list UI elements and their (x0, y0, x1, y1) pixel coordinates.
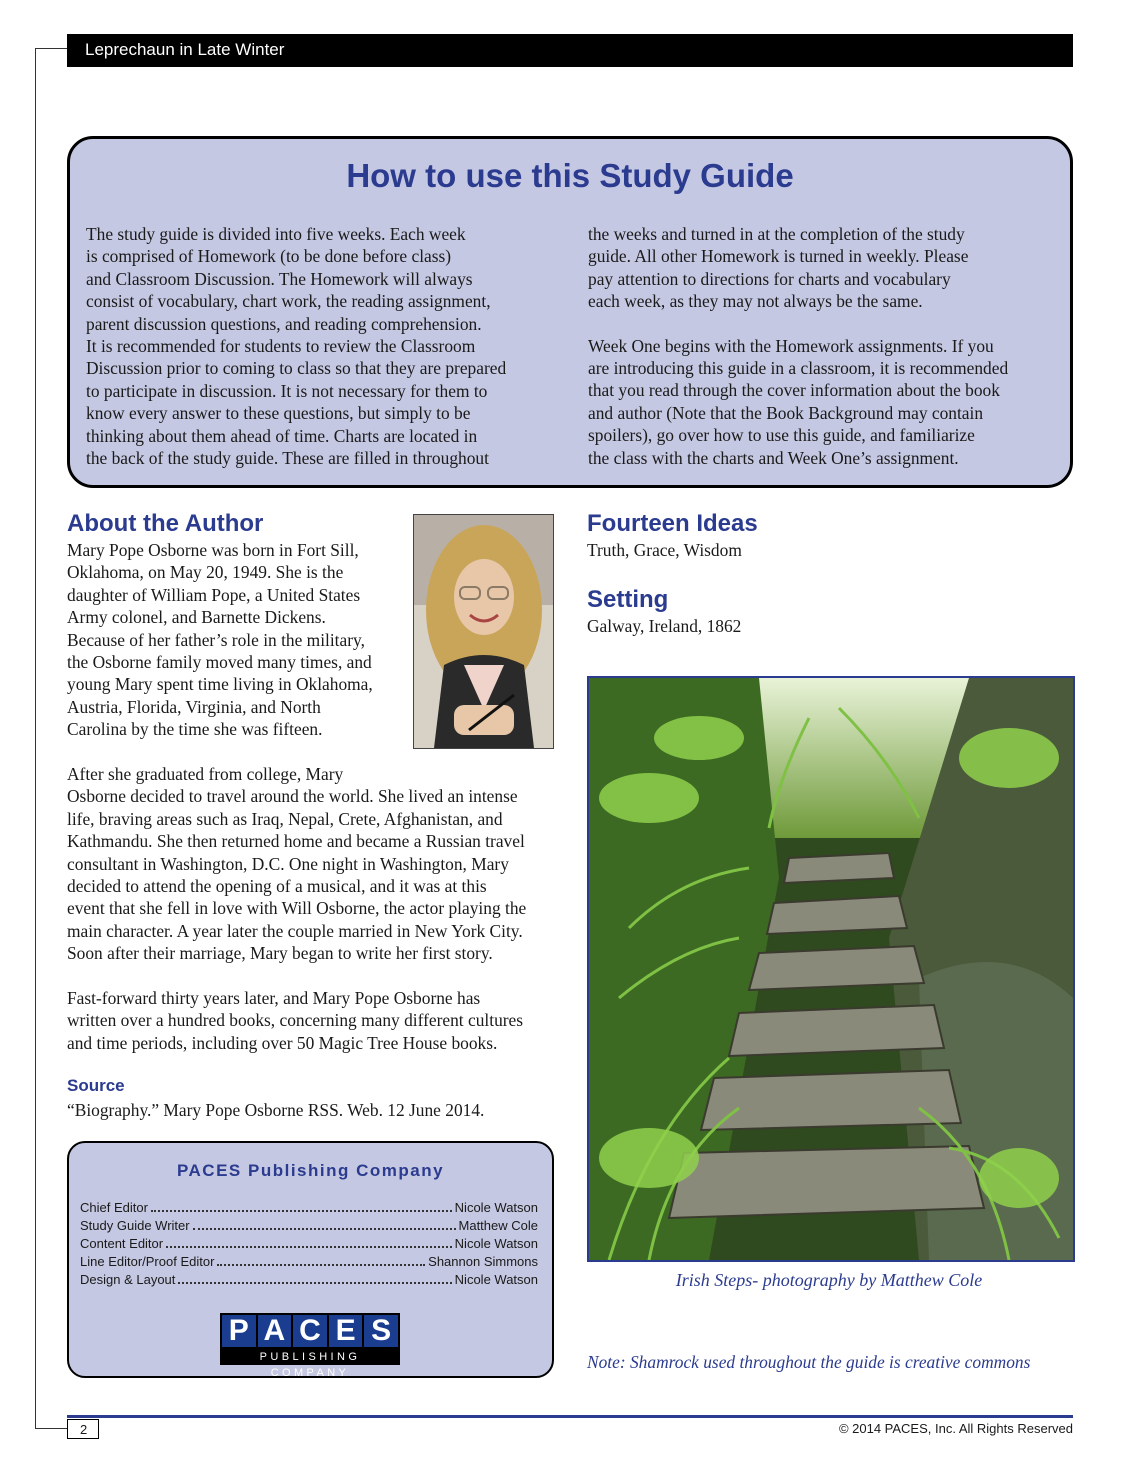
author-paragraph-1: Mary Pope Osborne was born in Fort Sill, Oklahoma, on May 20, 1949. She is the daughter of William Pope, a United States Army colonel, and Barnette Dickens. Because of her father’s role in the military, the Osborne family moved many times, and young Mary spent time living in Oklahoma, Austria, Florida, Virginia, and North Carolina by the time she was fifteen. (67, 540, 373, 740)
publisher-title: PACES Publishing Company (176, 1161, 445, 1180)
credit-name: Nicole Watson (454, 1272, 538, 1287)
credit-row (80, 1272, 538, 1290)
setting-text: Galway, Ireland, 1862 (587, 616, 742, 636)
credit-row (80, 1218, 538, 1236)
header-bar (67, 34, 1073, 67)
copyright: © 2014 PACES, Inc. All Rights Reserved (838, 1421, 1073, 1436)
credit-role: Study Guide Writer (80, 1218, 190, 1233)
credit-row (80, 1236, 538, 1254)
study-guide-paragraph: Week One begins with the Homework assignments. If you are introducing this guide in a classroom, it is recommended that you read through the cover information about the book and author (Note that the Book Background may contain spoilers), go over how to use this guide, and familiarize the class with the charts and Week One’s assignment. (588, 335, 1009, 468)
study-guide-paragraph: The study guide is divided into five weeks. Each week is comprised of Homework (to be done before class) and Classroom Discussion. The Homework will always consist of vocabulary, chart work, the reading assignment, parent discussion questions, and reading comprehension. It is recommended for students to review the Classroom Discussion prior to coming to class so that they are prepared to participate in discussion. It is not necessary for them to know every answer to these questions, but simply to be thinking about them ahead of time. Charts are located in the back of the study guide. These are filled in throughout (86, 224, 507, 469)
photo-caption: Irish Steps- photography by Matthew Cole (675, 1270, 983, 1290)
study-guide-right-column (588, 223, 1048, 469)
credit-name: Matthew Cole (458, 1218, 538, 1233)
credit-name: Nicole Watson (454, 1236, 538, 1251)
logo-letter: A (258, 1315, 294, 1347)
setting-heading: Setting (587, 586, 669, 613)
study-guide-left-column (86, 223, 546, 469)
author-photo (413, 514, 554, 749)
book-title: Leprechaun in Late Winter (85, 40, 285, 59)
credit-row (80, 1254, 538, 1272)
study-guide-box (67, 136, 1073, 488)
study-guide-paragraph: the weeks and turned in at the completion of the study guide. All other Homework is turned in weekly. Please pay attention to directions for charts and vocabulary each week, as they may not always be the same. (588, 224, 969, 312)
footer-rule (67, 1415, 1073, 1418)
credits-list (80, 1200, 538, 1290)
logo-letter: E (329, 1315, 365, 1347)
study-guide-title: How to use this Study Guide (346, 157, 794, 194)
credit-name: Shannon Simmons (428, 1254, 538, 1269)
margin-tick-bottom (35, 1428, 67, 1429)
logo-subtitle: PUBLISHING COMPANY (220, 1349, 400, 1365)
credit-role: Line Editor/Proof Editor (80, 1254, 215, 1269)
credit-role: Design & Layout (80, 1272, 176, 1287)
author-paragraph-2: After she graduated from college, Mary Osborne decided to travel around the world. She lived an intense life, braving areas such as Iraq, Nepal, Crete, Afghanistan, and Kathmandu. She then returned home and became a Russian travel consultant in Washington, D.C. One night in Washington, Mary decided to attend the opening of a musical, and it was at this event that she fell in love with Will Osborne, the actor playing the main character. A year later the couple married in New York City. Soon after their marriage, Mary began to write her first story. (67, 764, 527, 964)
page-number: 2 (67, 1419, 99, 1439)
margin-tick-top (35, 48, 67, 49)
author-paragraph-3: Fast-forward thirty years later, and Mary Pope Osborne has written over a hundred books, concerning many different cultures and time periods, including over 50 Magic Tree House books. (67, 988, 524, 1053)
credit-name: Nicole Watson (454, 1200, 538, 1215)
logo-letter: S (371, 1314, 392, 1347)
logo-letter: P (222, 1315, 258, 1347)
credit-row (80, 1200, 538, 1218)
irish-steps-photo (587, 676, 1075, 1262)
margin-rule (35, 48, 36, 1428)
publisher-box (67, 1141, 554, 1378)
shamrock-note: Note: Shamrock used throughout the guide is creative commons (587, 1352, 1031, 1372)
about-author-heading: About the Author (67, 510, 264, 537)
source-citation: “Biography.” Mary Pope Osborne RSS. Web. 12 June 2014. (67, 1100, 485, 1120)
fourteen-ideas-heading: Fourteen Ideas (587, 510, 758, 537)
credit-role: Content Editor (80, 1236, 164, 1251)
source-heading: Source (67, 1076, 125, 1095)
logo-letter: C (293, 1315, 329, 1347)
credit-role: Chief Editor (80, 1200, 148, 1215)
paces-logo (220, 1313, 400, 1379)
fourteen-ideas-text: Truth, Grace, Wisdom (587, 540, 742, 560)
